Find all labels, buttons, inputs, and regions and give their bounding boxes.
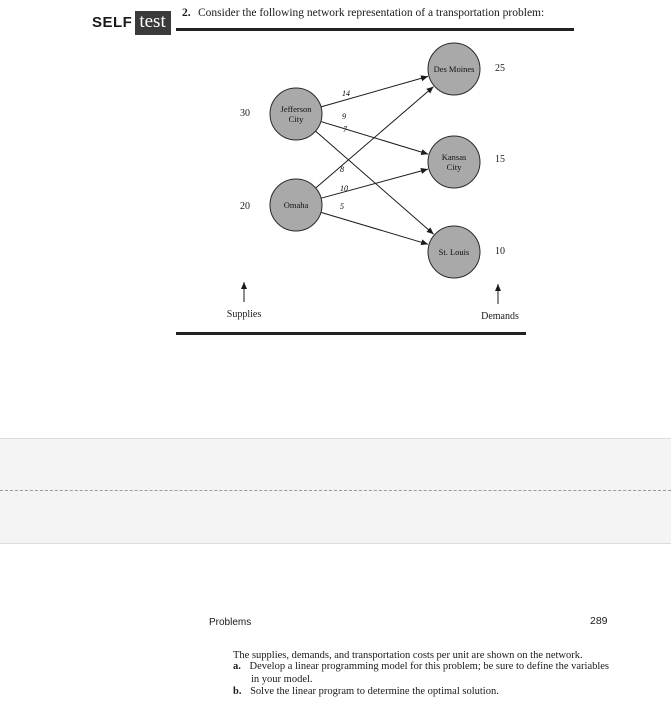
supplies-label: Supplies [226,309,262,320]
arc-cost-3: 8 [340,165,344,174]
part-a-text: Develop a linear programming model for this problem; be sure to define the variables [249,661,610,672]
part-a [233,661,609,672]
part-a-text-line2: in your model. [251,674,313,685]
section-header: Problems [209,617,252,628]
arc-cost-4: 10 [340,184,348,193]
badge-test: test [135,11,170,35]
arc-2 [316,131,434,234]
part-b [233,686,499,697]
origin-1-label: Omaha [283,200,309,210]
arc-cost-0: 14 [342,89,350,98]
part-b-letter: b. [233,686,242,697]
part-b-text: Solve the linear program to determine the optimal solution. [250,686,499,697]
arc-cost-1: 9 [342,112,346,121]
supply-0: 30 [240,108,250,119]
demand-0: 25 [495,63,505,74]
demand-2: 10 [495,246,505,257]
badge-self: SELF [92,14,133,31]
problem-intro: The supplies, demands, and transportation costs per unit are shown on the network. [233,650,583,661]
demands-label: Demands [481,311,519,322]
page-number: 289 [590,615,608,627]
arc-0 [321,76,428,106]
supply-1: 20 [240,201,250,212]
arc-4 [321,169,428,198]
arc-5 [321,212,428,244]
page-break-line [0,490,671,491]
bottom-rule [176,332,526,335]
destination-1-label: City [446,162,462,172]
destination-1-label: Kansas [441,152,467,162]
page-gap-band [0,438,671,544]
question-number: 2. [182,7,191,19]
part-a-letter: a. [233,661,241,672]
destination-0-label: Des Moines [433,64,475,74]
arc-cost-5: 5 [340,202,344,211]
origin-0-label: City [288,114,304,124]
arc-cost-2: 7 [343,125,347,134]
origin-0-label: Jefferson [280,104,312,114]
destination-2-label: St. Louis [438,247,470,257]
question-text: Consider the following network representation of a transportation problem: [198,7,545,19]
demand-1: 15 [495,154,505,165]
